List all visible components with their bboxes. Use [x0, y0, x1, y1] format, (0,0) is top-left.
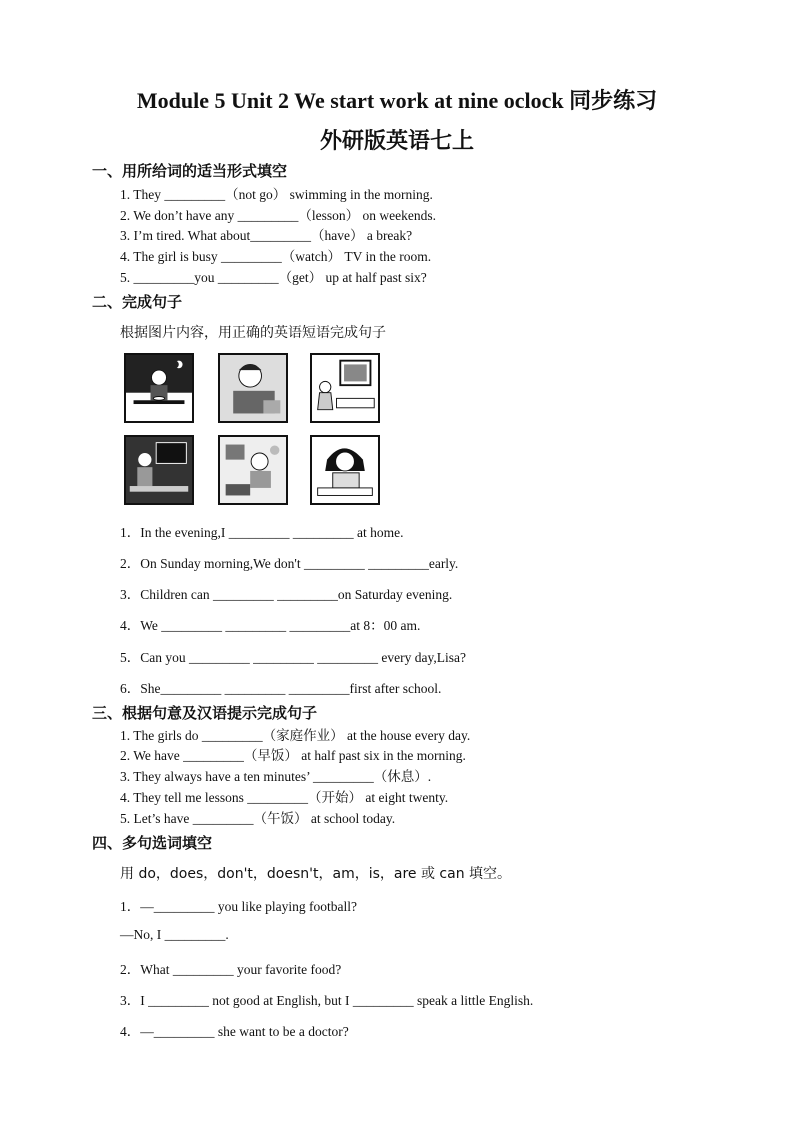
s1-item-1: 1. They _________（not go） swimming in the morning.: [120, 187, 433, 202]
s2-item-5: 5．Can you _________ _________ _________ every day,Lisa?: [120, 650, 466, 665]
picture-classroom: [124, 435, 194, 505]
picture-sleeping: [218, 353, 288, 423]
section-2-heading: 二、完成句子: [92, 293, 183, 311]
s1-item-2: 2. We don’t have any _________（lesson） on weekends.: [120, 208, 436, 223]
picture-eating-dinner: [124, 353, 194, 423]
picture-doing-homework: [310, 435, 380, 505]
s1-item-4: 4. The girl is busy _________（watch） TV in the room.: [120, 249, 432, 264]
s4-intro: 用 do，does，don't，doesn't，am，is，are 或 can 填空。: [120, 866, 512, 882]
s3-item-3: 3. They always have a ten minutes’ _________（休息）.: [120, 769, 432, 784]
s3-item-2: 2. We have _________（早饭） at half past six in the morning.: [120, 748, 466, 763]
s4-item-1: 1．—_________ you like playing football?: [120, 899, 357, 914]
s4-item-2: 2．What _________ your favorite food?: [120, 962, 342, 977]
s3-item-1: 1. The girls do _________（家庭作业） at the house every day.: [120, 728, 471, 743]
s2-item-1: 1．In the evening,I _________ _________ at home.: [120, 525, 404, 540]
s4-item-3: 3．I _________ not good at English, but I _________ speak a little English.: [120, 993, 534, 1008]
s4-item-1-answer: —No, I _________.: [120, 927, 229, 942]
s4-item-4: 4．—_________ she want to be a doctor?: [120, 1024, 349, 1039]
section-1-heading: 一、用所给词的适当形式填空: [92, 162, 288, 180]
page-subtitle: 外研版英语七上: [319, 128, 474, 153]
section-3-heading: 三、根据句意及汉语提示完成句子: [92, 704, 318, 722]
s2-item-2: 2．On Sunday morning,We don't _________ _________early.: [120, 556, 459, 571]
s2-item-6: 6．She_________ _________ _________first after school.: [120, 681, 442, 696]
s2-intro: 根据图片内容，用正确的英语短语完成句子: [120, 325, 386, 341]
picture-watching-tv: [310, 353, 380, 423]
picture-messy-room: [218, 435, 288, 505]
page-title: Module 5 Unit 2 We start work at nine oclock 同步练习: [136, 88, 658, 113]
s2-item-4: 4．We _________ _________ _________at 8：00 am.: [120, 618, 421, 633]
s1-item-3: 3. I’m tired. What about_________（have） a break?: [120, 228, 413, 243]
section-4-heading: 四、多句选词填空: [92, 834, 213, 852]
s3-item-5: 5. Let’s have _________（午饭） at school today.: [120, 811, 396, 826]
s2-item-3: 3．Children can _________ _________on Saturday evening.: [120, 587, 453, 602]
s1-item-5: 5. _________you _________（get） up at half past six?: [120, 270, 427, 285]
s3-item-4: 4. They tell me lessons _________（开始） at eight twenty.: [120, 790, 449, 805]
